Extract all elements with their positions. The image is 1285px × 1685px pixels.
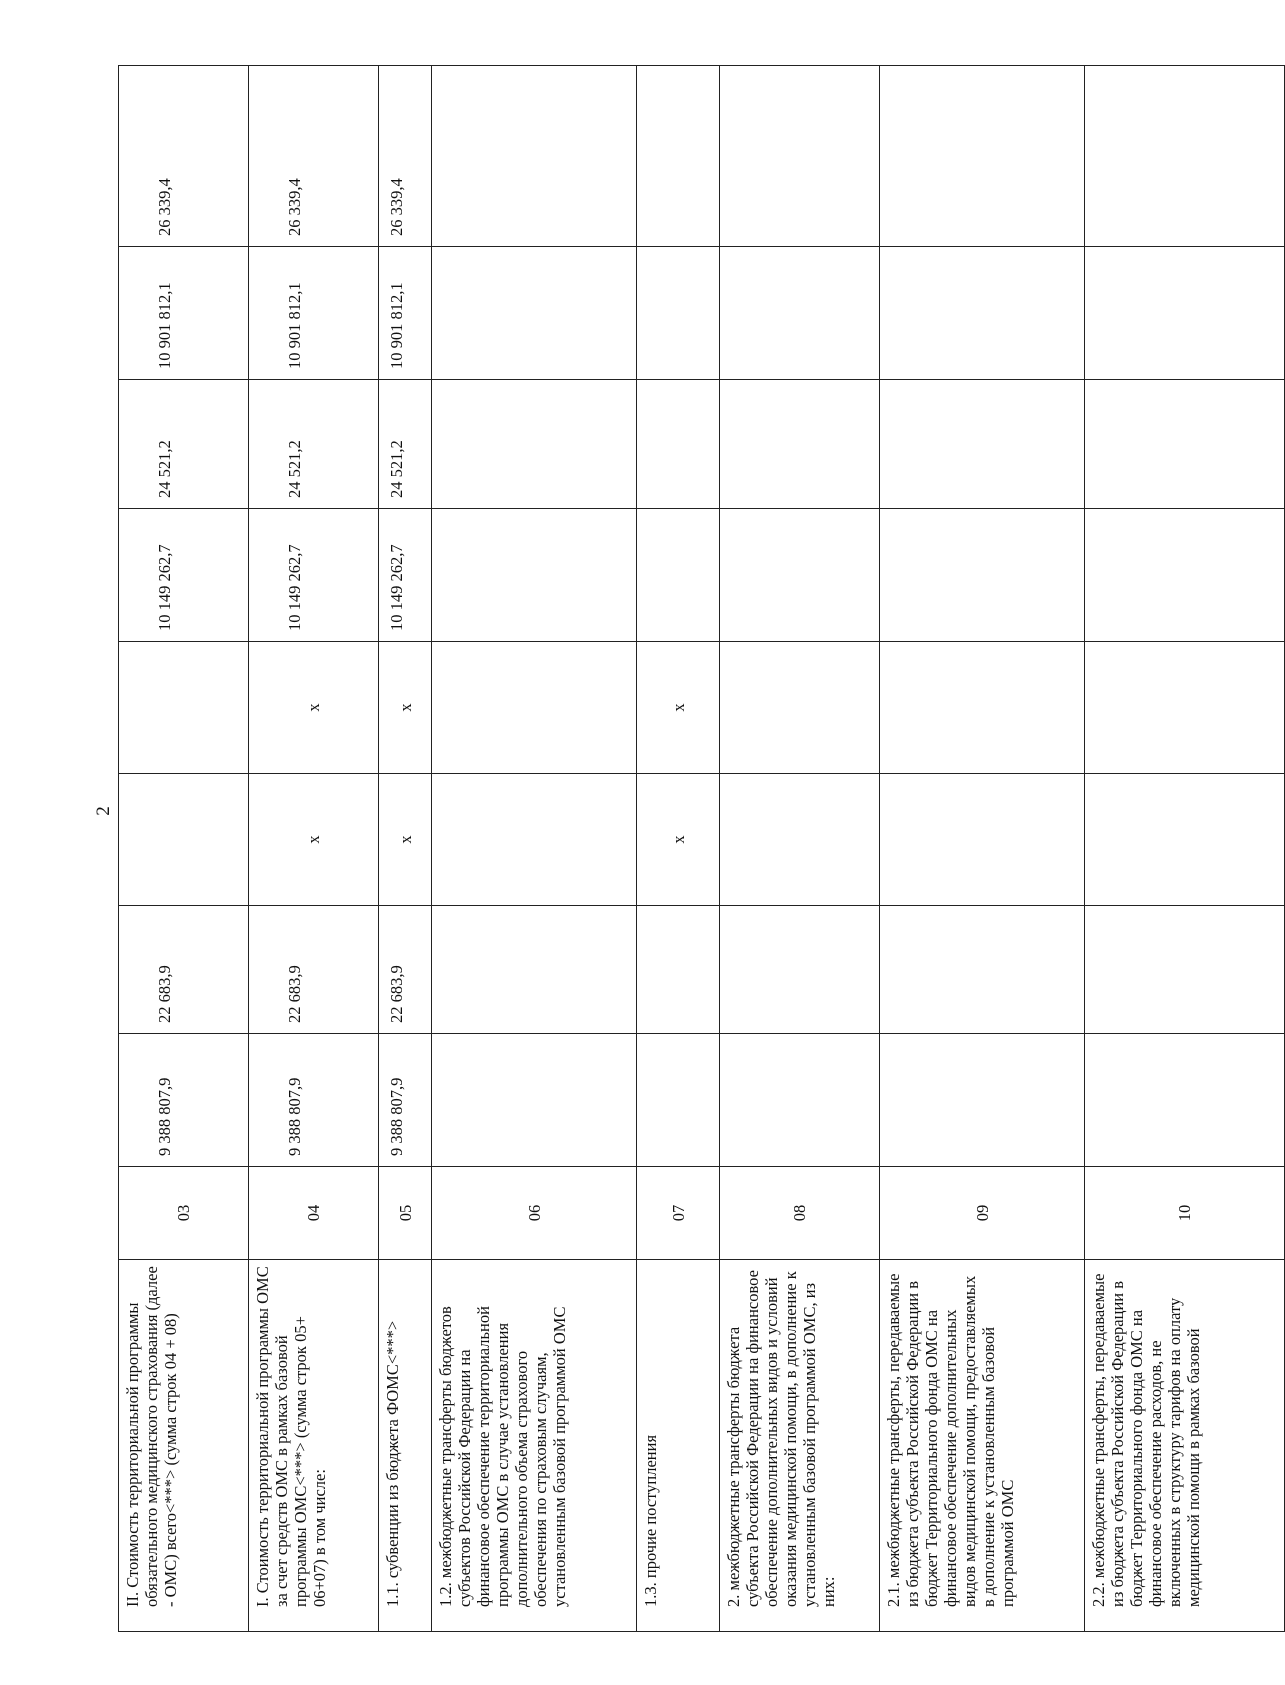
row-label: I. Стоимость территориальной программы ОМС за счет средств ОМС в рамках базовой программы ОМС<***> (сумма строк 05+ 06+07) в том числе: <box>249 1260 379 1632</box>
value-cell: 24 521,2 <box>249 380 379 509</box>
row-label: 2. межбюджетные трансферты бюджета субъекта Российской Федерации на финансовое обеспечение дополнительных видов и условий оказания медицинской помощи, в дополнение к установленным базовой программой ОМС, из них: <box>720 1260 880 1632</box>
value-cell: x <box>637 642 720 774</box>
value-cell <box>432 906 637 1034</box>
value-cell <box>720 509 880 642</box>
value-cell: 26 339,4 <box>119 66 249 247</box>
value-cell: 10 149 262,7 <box>119 509 249 642</box>
row-label: 1.1. субвенции из бюджета ФОМС<***> <box>379 1260 432 1632</box>
value-cell: x <box>249 774 379 906</box>
value-cell <box>432 509 637 642</box>
value-cell: 9 388 807,9 <box>119 1034 249 1167</box>
rotated-table-wrapper <box>118 66 1203 1632</box>
value-cell <box>1085 66 1285 247</box>
table-row <box>249 66 379 1632</box>
value-cell <box>880 380 1085 509</box>
value-cell <box>432 247 637 380</box>
value-cell: 10 901 812,1 <box>379 247 432 380</box>
value-cell <box>720 774 880 906</box>
value-cell <box>637 509 720 642</box>
value-cell <box>880 247 1085 380</box>
value-cell: 22 683,9 <box>249 906 379 1034</box>
value-cell <box>432 66 637 247</box>
table-row <box>880 66 1085 1632</box>
value-cell <box>1085 906 1285 1034</box>
value-cell <box>1085 509 1285 642</box>
value-cell <box>720 1034 880 1167</box>
value-cell <box>1085 1034 1285 1167</box>
value-cell <box>119 774 249 906</box>
value-cell: 24 521,2 <box>119 380 249 509</box>
value-cell <box>720 66 880 247</box>
row-code: 05 <box>379 1167 432 1260</box>
row-code: 07 <box>637 1167 720 1260</box>
financing-table <box>118 65 1285 1632</box>
row-code: 06 <box>432 1167 637 1260</box>
value-cell: 26 339,4 <box>379 66 432 247</box>
row-label: 2.1. межбюджетные трансферты, передаваемые из бюджета субъекта Российской Федерации в бюджет Территориального фонда ОМС на финансовое обеспечение дополнительных видов медицинской помощи, предоставляемых в дополнение к установленным базовой программой ОМС <box>880 1260 1085 1632</box>
value-cell: x <box>249 642 379 774</box>
value-cell: 10 901 812,1 <box>249 247 379 380</box>
value-cell: 22 683,9 <box>119 906 249 1034</box>
value-cell: x <box>379 774 432 906</box>
value-cell <box>1085 247 1285 380</box>
row-label: 1.2. межбюджетные трансферты бюджетов субъектов Российской Федерации на финансовое обеспечение территориальной программы ОМС в случае установления дополнительного объема страхового обеспечения по страховым случаям, установленным базовой программой ОМС <box>432 1260 637 1632</box>
value-cell: x <box>379 642 432 774</box>
value-cell <box>637 247 720 380</box>
row-code: 04 <box>249 1167 379 1260</box>
row-label: 2.2. межбюджетные трансферты, передаваемые из бюджета субъекта Российской Федерации в бюджет Территориального фонда ОМС на финансовое обеспечение расходов, не включенных в структуру тарифов на оплату медицинской помощи в рамках базовой <box>1085 1260 1285 1632</box>
value-cell <box>1085 774 1285 906</box>
value-cell <box>880 66 1085 247</box>
row-code: 08 <box>720 1167 880 1260</box>
value-cell <box>637 380 720 509</box>
value-cell <box>432 774 637 906</box>
row-code: 09 <box>880 1167 1085 1260</box>
row-code: 03 <box>119 1167 249 1260</box>
value-cell <box>880 642 1085 774</box>
row-label: 1.3. прочие поступления <box>637 1260 720 1632</box>
value-cell: x <box>637 774 720 906</box>
value-cell <box>720 906 880 1034</box>
table-row <box>432 66 637 1632</box>
value-cell <box>432 1034 637 1167</box>
table-row <box>379 66 432 1632</box>
table-row <box>720 66 880 1632</box>
table-row <box>119 66 249 1632</box>
value-cell <box>637 906 720 1034</box>
value-cell: 9 388 807,9 <box>249 1034 379 1167</box>
value-cell <box>720 380 880 509</box>
value-cell: 22 683,9 <box>379 906 432 1034</box>
value-cell: 9 388 807,9 <box>379 1034 432 1167</box>
value-cell <box>1085 380 1285 509</box>
value-cell <box>720 642 880 774</box>
value-cell <box>880 509 1085 642</box>
table-row <box>1085 66 1285 1632</box>
value-cell: 26 339,4 <box>249 66 379 247</box>
value-cell <box>1085 642 1285 774</box>
table-row <box>637 66 720 1632</box>
value-cell <box>432 380 637 509</box>
value-cell <box>880 906 1085 1034</box>
value-cell <box>880 1034 1085 1167</box>
row-code: 10 <box>1085 1167 1285 1260</box>
row-label: II. Стоимость территориальной программы обязательного медицинского страхования (далее - ОМС) всего<***> (сумма строк 04 + 08) <box>119 1260 249 1632</box>
value-cell: 24 521,2 <box>379 380 432 509</box>
value-cell <box>720 247 880 380</box>
page-number: 2 <box>93 806 114 816</box>
value-cell: 10 901 812,1 <box>119 247 249 380</box>
value-cell: 10 149 262,7 <box>249 509 379 642</box>
value-cell <box>880 774 1085 906</box>
value-cell <box>119 642 249 774</box>
value-cell <box>432 642 637 774</box>
value-cell <box>637 1034 720 1167</box>
value-cell: 10 149 262,7 <box>379 509 432 642</box>
value-cell <box>637 66 720 247</box>
